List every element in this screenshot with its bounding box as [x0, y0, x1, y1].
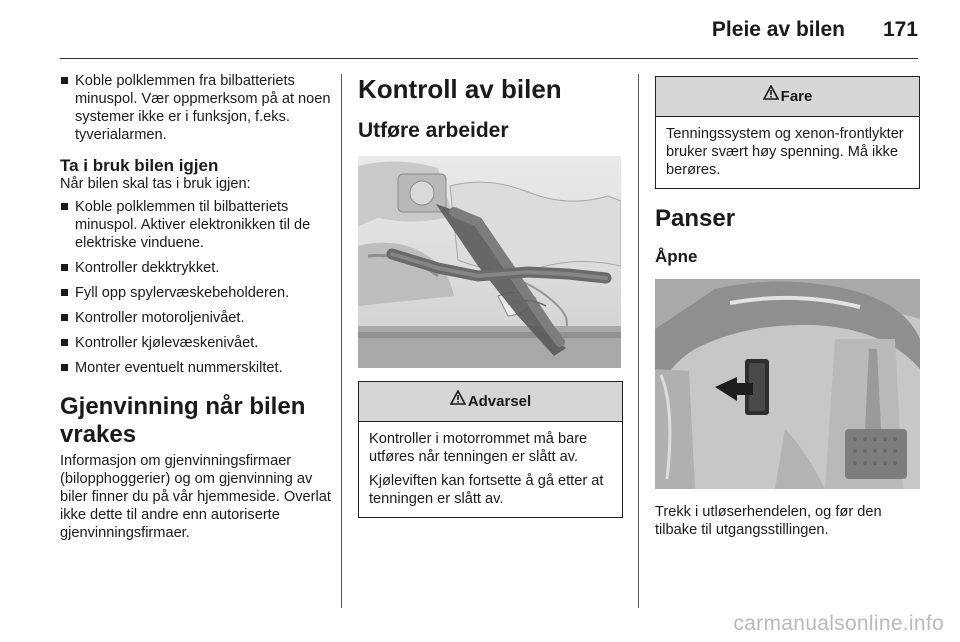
danger-notice-header [656, 77, 919, 117]
watermark-text: carmanualsonline.info [733, 612, 944, 635]
section-heading: Panser [655, 205, 736, 232]
figure-caption: Trekk i utløserhendelen, og før den tilbake til utgangsstillingen. [655, 504, 882, 538]
engine-bay-photo [358, 156, 621, 368]
recommission-lead: Når bilen skal tas i bruk igjen: [60, 176, 251, 192]
header-title: Pleie av bilen [711, 18, 845, 41]
warning-notice-header [359, 382, 622, 422]
warning-triangle-icon [763, 76, 779, 116]
section-heading: Kontroll av bilen [358, 74, 562, 104]
page-number: 171 [882, 18, 918, 41]
section-subheading: Åpne [655, 247, 698, 266]
danger-notice [655, 76, 920, 189]
list-item: Kontroller motoroljenivået. [60, 309, 332, 327]
section-subheading: Utføre arbeider [358, 119, 509, 142]
column-divider [341, 74, 342, 608]
danger-notice-body [656, 117, 919, 188]
recommission-bullet-list [60, 198, 332, 377]
page-header [0, 0, 960, 60]
danger-paragraph: Tenningssystem og xenon-frontlykter bruker svært høy spenning. Må ikke berøres. [666, 126, 904, 178]
list-item: Fyll opp spylervæskebeholderen. [60, 284, 332, 302]
warning-paragraph: Kjøleviften kan fortsette å gå etter at tenningen er slått av. [369, 473, 604, 507]
warning-notice [358, 381, 623, 518]
danger-notice-title: Fare [780, 88, 813, 105]
warning-paragraph: Kontroller i motorrommet må bare utføres når tenningen er slått av. [369, 431, 588, 465]
list-item: Kontroller dekktrykket. [60, 259, 332, 277]
recycling-heading: Gjenvinning når bilen vrakes [60, 393, 306, 448]
list-item: Koble polklemmen til bilbatteriets minuspol. Aktiver elektronikken til de elektriske vinduene. [60, 198, 332, 252]
hood-release-illustration [655, 279, 920, 489]
warning-notice-body [359, 422, 622, 517]
hood-release-photo [655, 279, 920, 489]
list-item: Monter eventuelt nummerskiltet. [60, 359, 332, 377]
column-2 [358, 72, 623, 518]
warning-triangle-icon [450, 381, 466, 421]
engine-bay-illustration [358, 156, 621, 368]
column-divider [638, 74, 639, 608]
intro-bullet-list [60, 72, 332, 144]
header-rule [60, 58, 918, 59]
list-item: Koble polklemmen fra bilbatteriets minuspol. Vær oppmerksom på at noen systemer ikke er i funksjon, f.eks. tyverialarmen. [60, 72, 332, 144]
recommission-heading: Ta i bruk bilen igjen [60, 156, 219, 175]
column-3 [655, 72, 920, 539]
recycling-text: Informasjon om gjenvinningsfirmaer (bilopphoggerier) og om gjenvinning av biler finner du på vår hjemmeside. Overlat ikke dette til andre enn autoriserte gjenvinningsfirmaer. [60, 453, 331, 541]
warning-notice-title: Advarsel [467, 393, 532, 410]
list-item: Kontroller kjølevæskenivået. [60, 334, 332, 352]
column-1 [60, 72, 332, 542]
